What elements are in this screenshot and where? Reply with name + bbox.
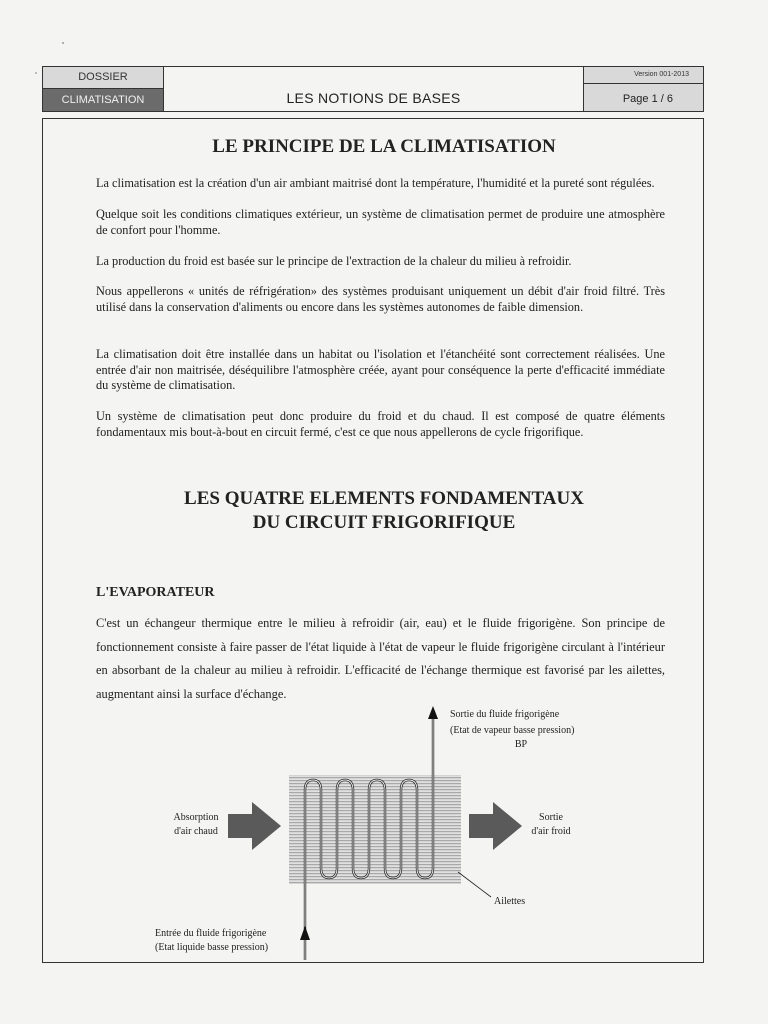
paragraph: La production du froid est basée sur le principe de l'extraction de la chaleur du milieu à refroidir.: [96, 254, 572, 268]
outlet-label-line1: Sortie du fluide frigorigène: [450, 709, 560, 720]
version-label: Version 001-2013: [584, 67, 703, 84]
subsection-title-evaporator: L'EVAPORATEUR: [96, 585, 215, 600]
paragraph: La climatisation doit être installée dans un habitat ou l'isolation et l'étanchéité sont correctement réalisées. Une entrée d'air non maitrisée, déséquilibre l'atmosphère créée, ayant pour conséquence la perte d'efficacité immédiate du système de climatisation.: [96, 347, 665, 393]
header-title: LES NOTIONS DE BASES: [164, 67, 584, 111]
fins-leader-line: [458, 872, 491, 897]
fins-pattern: [289, 775, 461, 884]
evaporator-paragraph: C'est un échangeur thermique entre le milieu à refroidir (air, eau) et le fluide frigorigène. Son principe de fonctionnement consiste à faire passer de l'état liquide à l'état de vapeur le fluide frigorigène circulant à l'intérieur en absorbant de la chaleur au milieu à refroidir. L'efficacité de l'échange thermique est favorisé par les ailettes, augmentant ainsi la surface d'échange.: [96, 616, 665, 701]
page-number: Page 1 / 6: [584, 84, 703, 111]
inlet-label-line1: Entrée du fluide frigorigène: [155, 928, 267, 939]
exit-label-line2: d'air froid: [531, 826, 571, 837]
dossier-label: DOSSIER: [43, 67, 164, 89]
paragraph: Un système de climatisation peut donc produire du froid et du chaud. Il est composé de quatre éléments fondamentaux mis bout-à-bout en circuit fermé, c'est ce que nous appellerons de cycle frigorifique.: [96, 409, 665, 439]
exit-label-line1: Sortie: [539, 812, 563, 823]
air-in-arrow-icon: [228, 802, 281, 850]
outlet-label-line3: BP: [514, 739, 528, 750]
category-label: CLIMATISATION: [43, 89, 164, 111]
section-title-line1: LES QUATRE ELEMENTS FONDAMENTAUX: [184, 488, 584, 509]
section-title-line2: DU CIRCUIT FRIGORIFIQUE: [252, 512, 516, 533]
fins-label: Ailettes: [494, 896, 526, 907]
outlet-label-line2: (Etat de vapeur basse pression): [450, 725, 575, 736]
air-out-arrow-icon: [469, 802, 522, 850]
outlet-arrow-icon: [428, 706, 438, 719]
absorption-label-line1: Absorption: [173, 812, 219, 823]
section-title-principle: LE PRINCIPE DE LA CLIMATISATION: [212, 136, 556, 157]
inlet-label-line2: (Etat liquide basse pression): [155, 942, 269, 953]
inlet-arrow-icon: [300, 926, 310, 940]
paragraph: La climatisation est la création d'un air ambiant maitrisé dont la température, l'humidité et la pureté sont régulées.: [96, 176, 655, 190]
absorption-label-line2: d'air chaud: [174, 826, 218, 837]
paragraph: Quelque soit les conditions climatiques extérieur, un système de climatisation permet de produire une atmosphère de confort pour l'homme.: [96, 207, 665, 237]
paragraph: Nous appellerons « unités de réfrigération» des systèmes produisant uniquement un débit d'air froid filtré. Très utilisé dans la conservation d'aliments ou encore dans les systèmes autonomes de faible dimension.: [96, 284, 665, 314]
